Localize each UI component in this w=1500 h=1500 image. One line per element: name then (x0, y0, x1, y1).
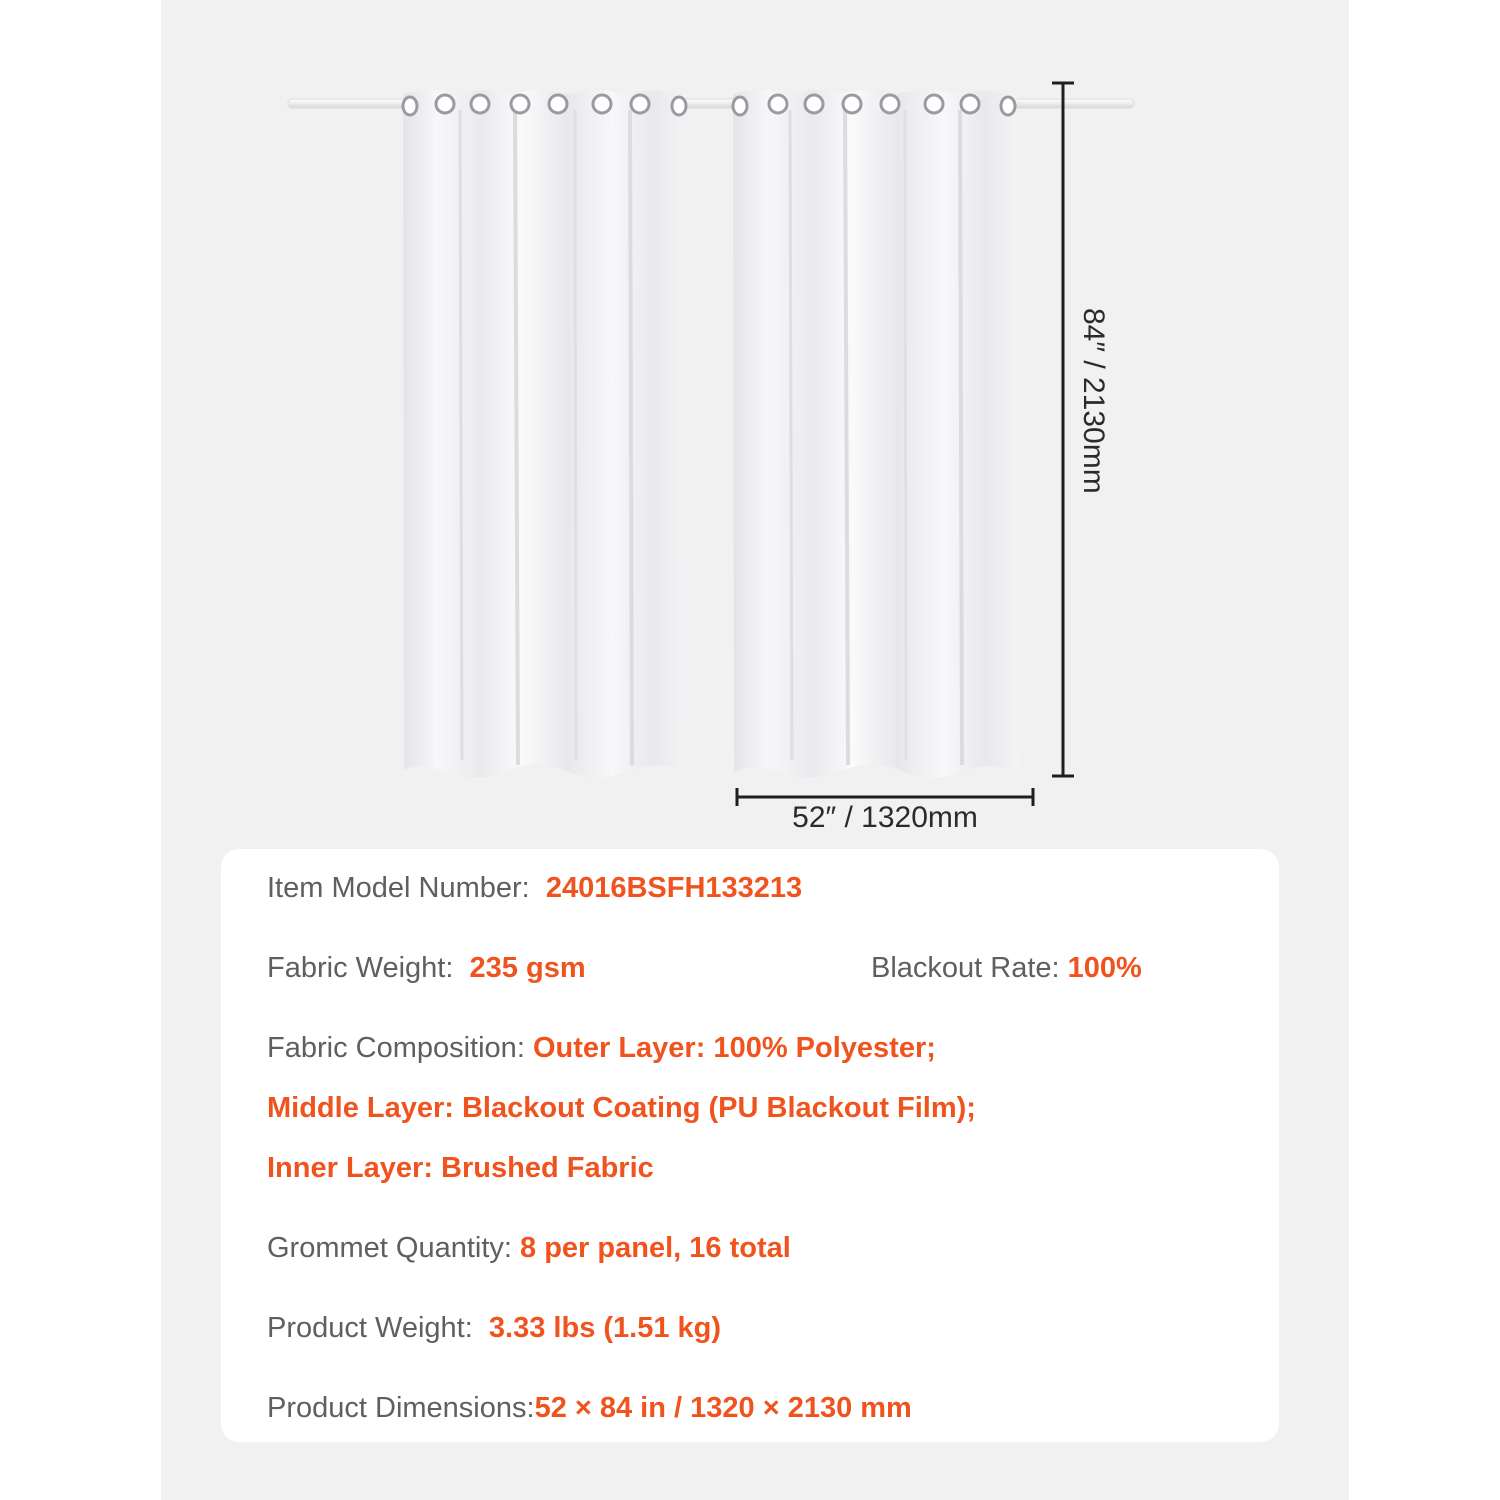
height-dimension-line (1052, 83, 1074, 776)
spec-composition-middle (267, 1090, 976, 1126)
width-dimension-label: 52″ / 1320mm (792, 801, 978, 834)
spec-value-middle-layer: Middle Layer: Blackout Coating (PU Blackout Film); (267, 1092, 976, 1124)
spec-value: 3.33 lbs (1.51 kg) (488, 1312, 722, 1344)
spec-product-weight (267, 1310, 721, 1346)
curtain-panel-left (403, 90, 686, 778)
spec-label: Blackout Rate: (871, 952, 1060, 984)
spec-value-inner-layer: Inner Layer: Brushed Fabric (267, 1152, 654, 1184)
spec-value: 8 per panel, 16 total (520, 1232, 791, 1264)
spec-grommet-quantity (267, 1230, 791, 1266)
spec-label: Fabric Composition: (267, 1032, 525, 1064)
spec-label: Product Weight: (267, 1312, 473, 1344)
spec-composition-inner (267, 1150, 654, 1186)
spec-label: Fabric Weight: (267, 952, 454, 984)
spec-fabric-composition (267, 1030, 936, 1066)
spec-label: Product Dimensions: (267, 1392, 535, 1424)
height-dimension-label: 84″ / 2130mm (1077, 308, 1110, 494)
spec-model-number (267, 870, 802, 906)
curtain-panel-right (733, 90, 1018, 778)
spec-blackout-rate (871, 950, 1142, 986)
spec-product-dimensions (267, 1390, 912, 1426)
spec-card (221, 849, 1279, 1442)
spec-value-outer-layer: Outer Layer: 100% Polyester; (532, 1032, 936, 1064)
spec-label: Item Model Number: (267, 872, 530, 904)
spec-label: Grommet Quantity: (267, 1232, 512, 1264)
spec-value: 52 × 84 in / 1320 × 2130 mm (534, 1392, 912, 1424)
spec-fabric-weight (267, 950, 586, 986)
spec-value: 100% (1067, 952, 1142, 984)
spec-value: 24016BSFH133213 (545, 872, 803, 904)
spec-value: 235 gsm (469, 952, 586, 984)
